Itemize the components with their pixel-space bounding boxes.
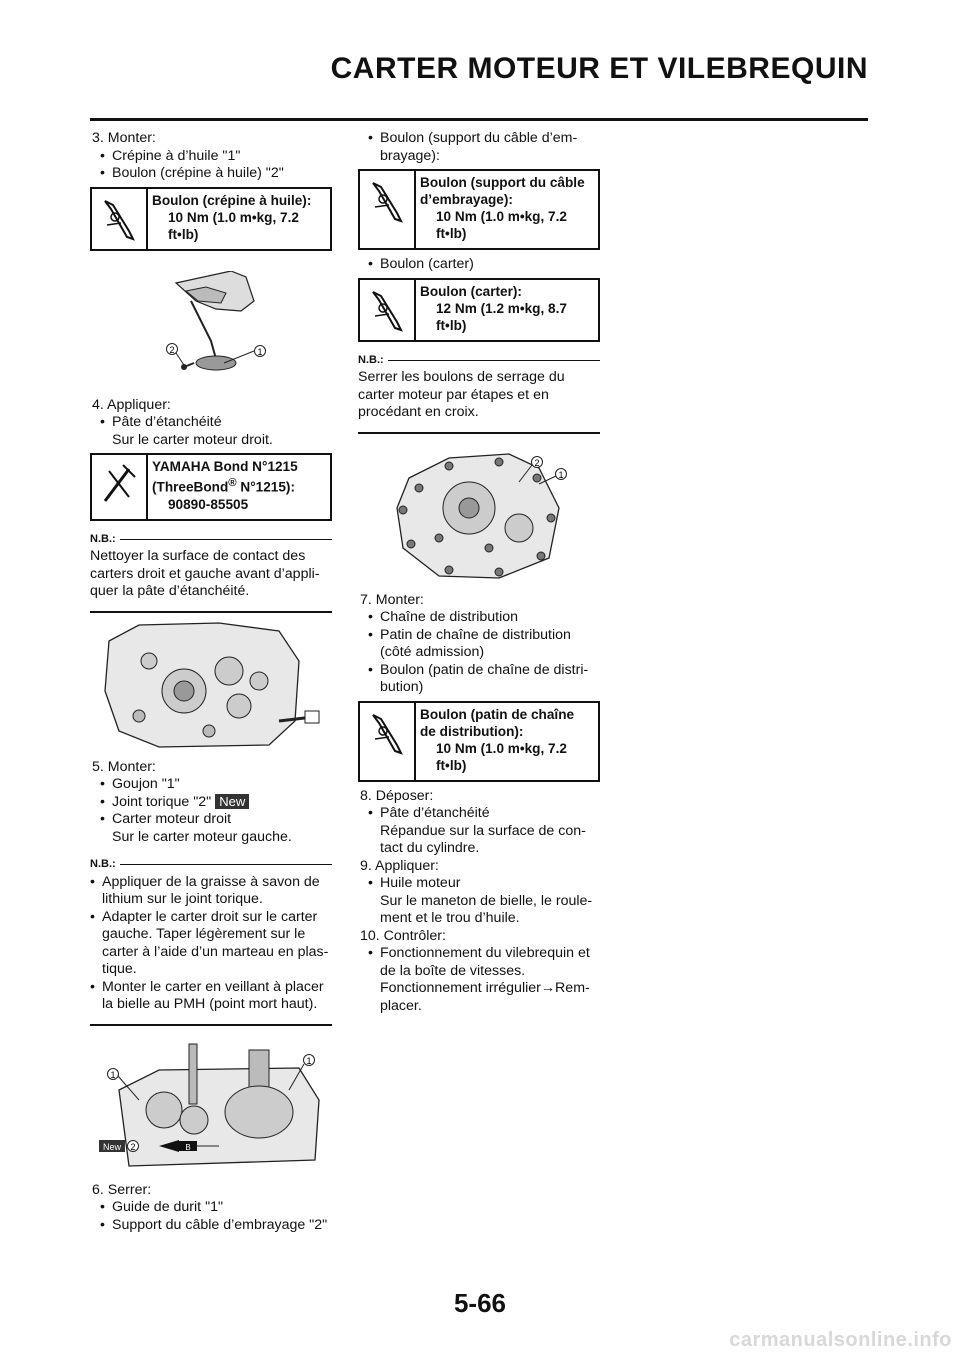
svg-text:2: 2: [130, 1141, 136, 1152]
step-note: Sur le carter moteur gauche.: [112, 828, 292, 845]
step-7-heading: 7. Monter:: [360, 591, 424, 608]
note-item: • Appliquer de la graisse à savon de lithium sur le joint torique.: [90, 873, 320, 908]
note-text: Nettoyer la surface de contact des carters droit et gauche avant d’appli-quer la pâte d’étanchéité.: [90, 548, 332, 613]
list-item: • Boulon (carter): [368, 256, 474, 272]
torque-wrench-icon: [360, 703, 416, 780]
step-4-heading: 4. Appliquer:: [92, 396, 171, 413]
crankcase-assembly-figure: [99, 1040, 323, 1172]
torque-wrench-icon: [92, 189, 148, 249]
list-item: • Boulon (crépine à huile) "2": [100, 165, 284, 181]
page-title: CARTER MOTEUR ET VILEBREQUIN: [330, 52, 868, 85]
torque-wrench-icon: [360, 280, 416, 340]
list-item: • Support du câble d’embrayage "2": [100, 1216, 328, 1233]
list-item: • Chaîne de distribution: [368, 609, 519, 625]
step-8-heading: 8. Déposer:: [360, 787, 434, 804]
torque-spec-box: Boulon (support du câble d’embrayage): 10 Nm (1.0 m•kg, 7.2 ft•lb): [358, 169, 600, 250]
svg-text:1: 1: [110, 1069, 116, 1080]
left-column: [90, 130, 332, 1234]
crankcase-bolts-figure: [389, 448, 569, 584]
step-note: Fonctionnement irrégulier→Rem-placer.: [380, 980, 590, 1014]
list-item: • Boulon (support du câble d’em-brayage):: [368, 130, 578, 164]
right-column: [358, 130, 600, 1015]
list-item: • Pâte d’étanchéité: [368, 805, 490, 821]
note-item: • Adapter le carter droit sur le carter gauche. Taper légèrement sur le carter à l’aide d’un marteau en plas-tique.: [90, 908, 329, 978]
step-6-heading: 6. Serrer:: [92, 1181, 152, 1198]
step-note: Sur le carter moteur droit.: [112, 431, 273, 448]
svg-text:1: 1: [257, 346, 263, 357]
svg-text:2: 2: [534, 457, 540, 468]
step-5-heading: 5. Monter:: [92, 758, 156, 775]
list-item: • Pâte d’étanchéité: [100, 414, 222, 430]
list-item: • Goujon "1": [100, 776, 180, 793]
step-9-heading: 9. Appliquer:: [360, 857, 439, 874]
step-10-heading: 10. Contrôler:: [360, 927, 446, 944]
list-item: • Crépine à d’huile "1": [100, 147, 241, 164]
list-item: • Huile moteur: [368, 875, 461, 891]
step-3-heading: 3. Monter:: [92, 130, 156, 146]
step-note: Sur le maneton de bielle, le roule-ment et le trou d’huile.: [380, 892, 593, 926]
crankcase-sealant-figure: [99, 621, 323, 751]
step-note: Répandue sur la surface de con-tact du cylindre.: [380, 822, 586, 856]
list-item: • Carter moteur droit: [100, 811, 232, 828]
watermark-link[interactable]: carmanualsonline.info: [729, 1329, 952, 1351]
svg-text:2: 2: [169, 344, 175, 355]
note-label: N.B.:: [358, 353, 384, 366]
list-item: • Fonctionnement du vilebrequin et de la boîte de vitesses.: [368, 945, 590, 979]
torque-wrench-icon: [360, 171, 416, 248]
page-number: 5-66: [453, 1288, 507, 1318]
note-label: N.B.:: [90, 858, 116, 871]
note-item: • Monter le carter en veillant à placer la bielle au PMH (point mort haut).: [90, 978, 324, 1013]
torque-spec-box: Boulon (crépine à huile): 10 Nm (1.0 m•kg, 7.2 ft•lb): [90, 187, 332, 251]
svg-text:1: 1: [558, 469, 564, 480]
list-item: • Boulon (patin de chaîne de distri-bution): [368, 661, 589, 695]
title-rule: [90, 118, 868, 121]
torque-spec-box: Boulon (patin de chaîne de distribution): 10 Nm (1.0 m•kg, 7.2 ft•lb): [358, 701, 600, 782]
sealant-tool-icon: [92, 455, 148, 519]
note-block: [358, 352, 600, 434]
note-label: N.B.:: [90, 532, 116, 545]
svg-text:B: B: [185, 1142, 191, 1152]
new-badge: New: [215, 794, 249, 809]
list-item: • Guide de durit "1": [100, 1199, 224, 1216]
list-item: • Joint torique "2" New: [90, 794, 332, 812]
list-item: • Patin de chaîne de distribution (côté admission): [368, 626, 571, 660]
note-text: Serrer les boulons de serrage du carter moteur par étapes et en procédant en croix.: [358, 369, 600, 434]
oil-strainer-figure: [136, 271, 286, 383]
note-block: [90, 531, 332, 613]
torque-spec-box: Boulon (carter): 12 Nm (1.2 m•kg, 8.7 ft•lb): [358, 278, 600, 342]
svg-text:1: 1: [306, 1055, 312, 1066]
note-block: [90, 856, 332, 1026]
sealant-spec-box: YAMAHA Bond N°1215 (ThreeBond® N°1215): 90890-85505: [90, 453, 332, 521]
svg-text:New: New: [102, 1141, 122, 1152]
